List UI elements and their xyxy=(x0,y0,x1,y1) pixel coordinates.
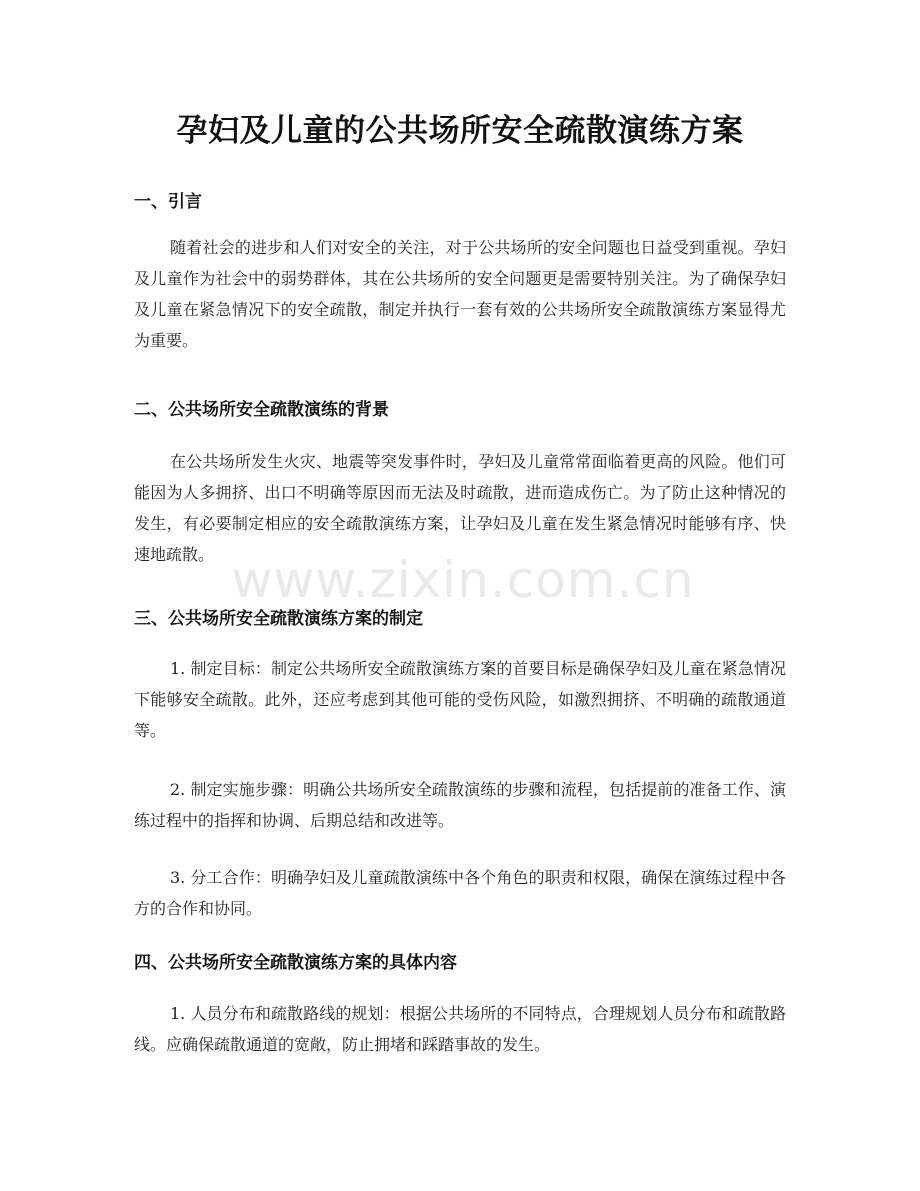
paragraph-formulation-roles: 3. 分工合作：明确孕妇及儿童疏散演练中各个角色的职责和权限，确保在演练过程中各方的合作和协同。 xyxy=(134,868,786,918)
section-heading-background: 二、公共场所安全疏散演练的背景 xyxy=(134,400,389,420)
paragraph-content-routes: 1. 人员分布和疏散路线的规划：根据公共场所的不同特点，合理规划人员分布和疏散路线。应确保疏散通道的宽敞，防止拥堵和踩踏事故的发生。 xyxy=(134,1004,786,1054)
paragraph-background: 在公共场所发生火灾、地震等突发事件时，孕妇及儿童常常面临着更高的风险。他们可能因为人多拥挤、出口不明确等原因而无法及时疏散，进而造成伤亡。为了防止这种情况的发生，有必要制定相应的安全疏散演练方案，让孕妇及儿童在发生紧急情况时能够有序、快速地疏散。 xyxy=(134,452,786,564)
paragraph-formulation-goal: 1. 制定目标：制定公共场所安全疏散演练方案的首要目标是确保孕妇及儿童在紧急情况下能够安全疏散。此外，还应考虑到其他可能的受伤风险，如激烈拥挤、不明确的疏散通道等。 xyxy=(134,659,786,740)
section-heading-intro: 一、引言 xyxy=(134,192,202,212)
document-title: 孕妇及儿童的公共场所安全疏散演练方案 xyxy=(176,113,744,149)
paragraph-intro: 随着社会的进步和人们对安全的关注，对于公共场所的安全问题也日益受到重视。孕妇及儿童作为社会中的弱势群体，其在公共场所的安全问题更是需要特别关注。为了确保孕妇及儿童在紧急情况下的安全疏散，制定并执行一套有效的公共场所安全疏散演练方案显得尤为重要。 xyxy=(134,238,786,350)
watermark: www.zixin.com.cn xyxy=(231,551,695,609)
section-heading-formulation: 三、公共场所安全疏散演练方案的制定 xyxy=(134,609,423,629)
paragraph-formulation-steps: 2. 制定实施步骤：明确公共场所安全疏散演练的步骤和流程，包括提前的准备工作、演练过程中的指挥和协调、后期总结和改进等。 xyxy=(134,780,786,830)
section-heading-content: 四、公共场所安全疏散演练方案的具体内容 xyxy=(134,953,457,973)
